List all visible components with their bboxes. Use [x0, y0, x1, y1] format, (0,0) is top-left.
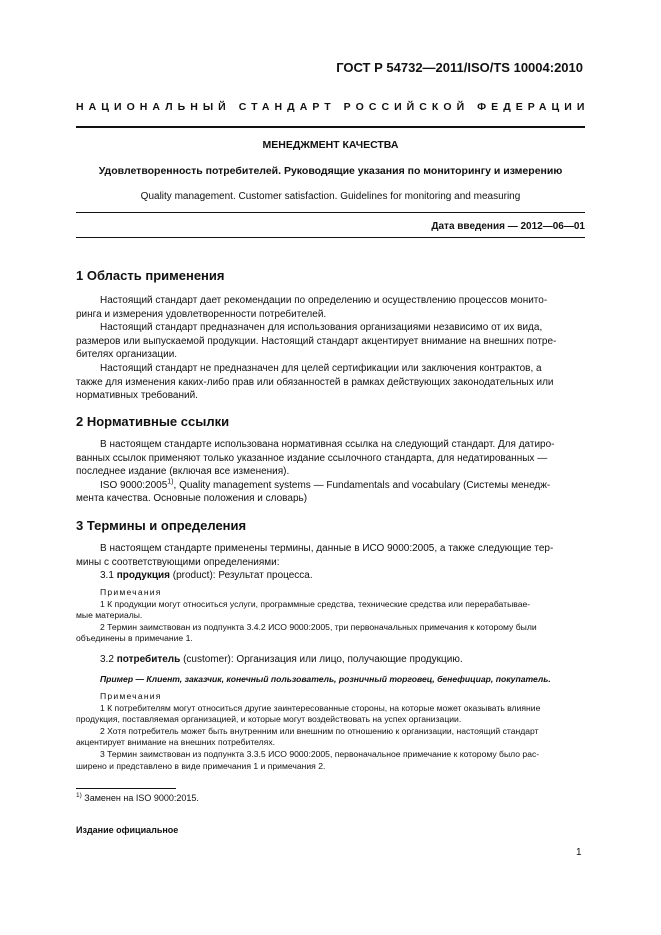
section-3-intro [76, 542, 585, 583]
footnote-mark: 1) [167, 478, 174, 486]
edition-label: Издание официальное [76, 825, 179, 835]
text-line: В настоящем стандарте использована нормативная ссылка на следующий стандарт. Для датиро- [100, 439, 555, 450]
term-number: 3.1 [100, 570, 117, 582]
section-3-heading: 3 Термины и определения [76, 518, 247, 533]
footnote-divider [76, 788, 176, 789]
text-line: размеров или выпускаемой продукции. Настоящий стандарт акцентирует внимание на внешних потре- [76, 335, 557, 347]
text-line: также для изменения каких-либо прав или обязанностей в рамках действующих законодательных или [76, 376, 554, 388]
note-line: 1 К продукции могут относиться услуги, программные средства, технические средства или перерабатывае- [100, 598, 531, 609]
footnote [76, 793, 199, 803]
note-line: 2 Хотя потребитель может быть внутренним или внешним по отношению к организации, настоящий стандарт [100, 725, 539, 736]
footnote-mark: 1) [76, 792, 82, 799]
notes-label: Примечания [100, 587, 162, 597]
term-definition: (product): Результат процесса. [169, 570, 313, 582]
notes-block-1 [76, 587, 585, 645]
text-line: ванных ссылок применяют только указанное издание ссылочного стандарта, для недатированных — [76, 452, 548, 464]
term-line [76, 653, 585, 667]
footnote-text: Заменен на ISO 9000:2015. [84, 793, 199, 803]
note-line: 2 Термин заимствован из подпункта 3.4.2 ИСО 9000:2005, три первоначальных примечания к которому были [100, 621, 537, 632]
text-line: нормативных требований. [76, 390, 198, 402]
reference-line [76, 479, 585, 493]
note-line: акцентирует внимание на внешних потребителях. [76, 737, 276, 748]
example-line: Пример — Клиент, заказчик, конечный пользователь, розничный торговец, бенефициар, покупатель. [100, 674, 551, 684]
reference-title: , Quality management systems — Fundamentals and vocabulary (Системы менедж- [173, 479, 551, 491]
divider [76, 212, 585, 213]
text-line: Настоящий стандарт не предназначен для целей сертификации или заключения контрактов, а [100, 362, 542, 374]
divider [76, 126, 585, 128]
term-definition: (customer): Организация или лицо, получающие продукцию. [180, 654, 463, 665]
section-1-body [76, 294, 585, 403]
note-line: ширено и представлено в виде примечания 1 и примечания 2. [76, 760, 326, 771]
text-line: Настоящий стандарт предназначен для использования организациями независимо от их вида, [100, 322, 543, 334]
note-line: 1 К потребителям могут относиться другие заинтересованные стороны, на которые может оказывать влияние [100, 702, 541, 713]
national-standard-banner: НАЦИОНАЛЬНЫЙ СТАНДАРТ РОССИЙСКОЙ ФЕДЕРАЦИИ [76, 101, 590, 113]
russian-title: Удовлетворенность потребителей. Руководящие указания по мониторингу и измерению [98, 165, 563, 177]
page-number: 1 [576, 847, 582, 858]
reference-code: ISO 9000:2005 [100, 479, 168, 491]
term-number: 3.2 [100, 654, 117, 665]
english-title: Quality management. Customer satisfaction. Guidelines for monitoring and measuring [140, 191, 521, 202]
note-line: объединены в примечание 1. [76, 633, 193, 644]
text-line: последнее издание (включая все изменения). [76, 466, 290, 478]
introduction-date: Дата введения — 2012—06—01 [431, 221, 585, 232]
section-1-heading: 1 Область применения [76, 268, 225, 283]
text-line: Настоящий стандарт дает рекомендации по определению и осуществлению процессов монито- [100, 295, 548, 306]
section-2-body [76, 438, 585, 506]
text-line: мины с соответствующими определениями: [76, 556, 280, 568]
management-title: МЕНЕДЖМЕНТ КАЧЕСТВА [262, 139, 399, 151]
text-line: ринга и измерения удовлетворенности потребителей. [76, 308, 327, 320]
section-2-heading: 2 Нормативные ссылки [76, 414, 230, 429]
divider [76, 237, 585, 238]
gost-code: ГОСТ Р 54732—2011/ISO/TS 10004:2010 [336, 60, 583, 75]
note-line: 3 Термин заимствован из подпункта 3.3.5 ИСО 9000:2005, первоначальное примечание к которому было рас- [100, 748, 540, 759]
text-line: бителях организации. [76, 349, 178, 361]
term-3-1 [76, 569, 585, 583]
text-line: мента качества. Основные положения и словарь) [76, 493, 308, 505]
term-3-2 [76, 653, 585, 667]
note-line: мые материалы. [76, 610, 143, 621]
notes-block-2 [76, 691, 585, 772]
term-name: продукция [116, 570, 170, 582]
text-line: В настоящем стандарте применены термины, данные в ИСО 9000:2005, а также следующие тер- [100, 543, 554, 554]
term-name: потребитель [116, 654, 181, 665]
note-line: продукция, поставляемая организацией, и которые могут воздействовать на успех организации. [76, 714, 462, 725]
notes-label: Примечания [100, 691, 162, 701]
